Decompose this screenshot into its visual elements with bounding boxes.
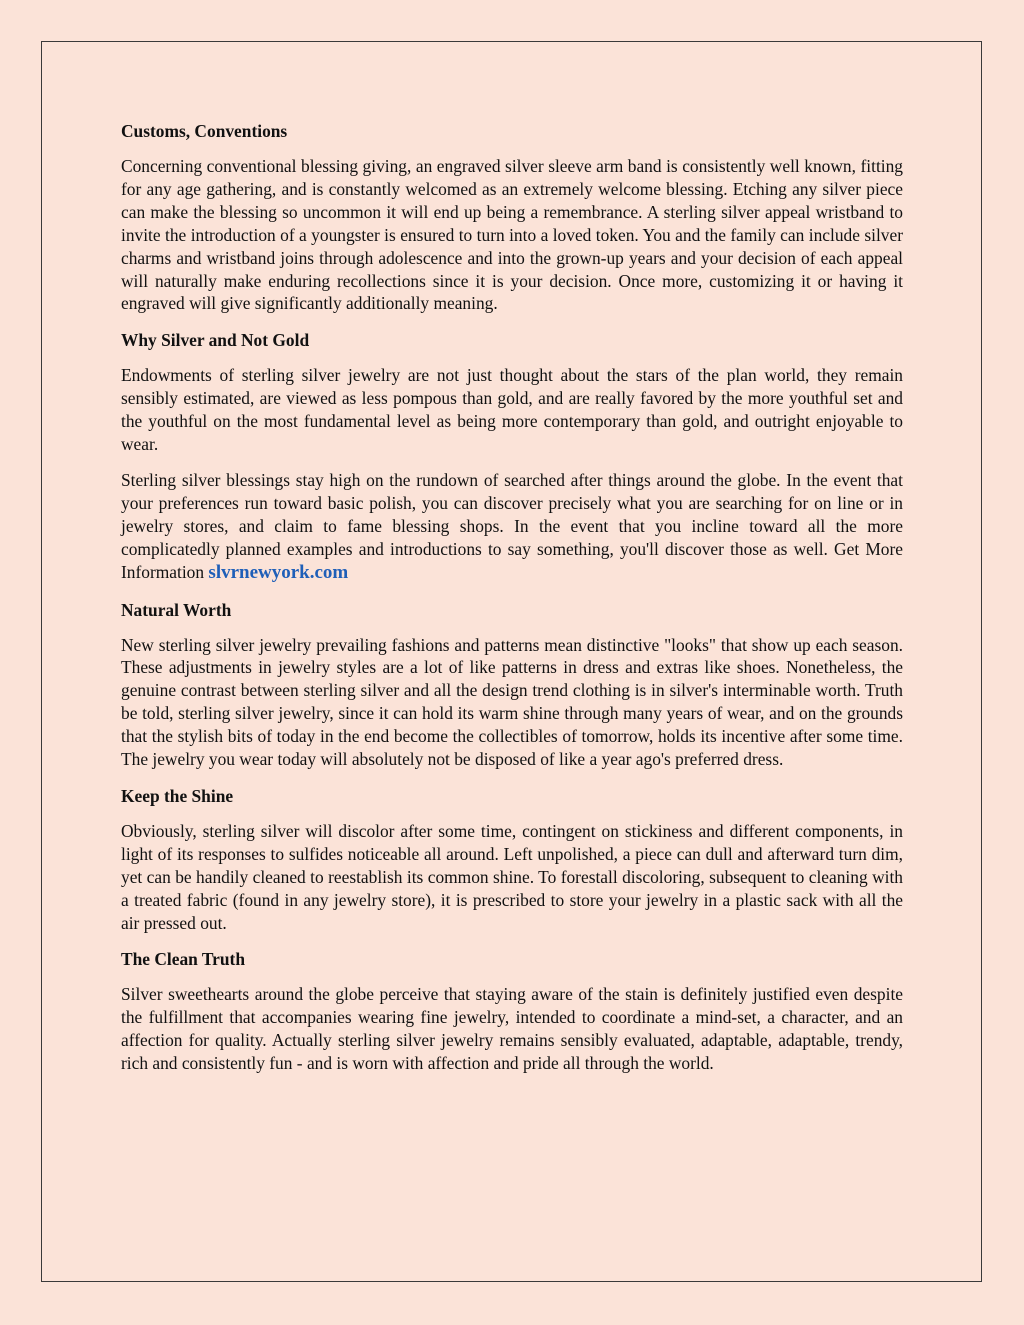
paragraph-customs: Concerning conventional blessing giving, an engraved silver sleeve arm band is consistently well known, fitting for any age gathering, and is constantly welcomed as an extremely welcome blessing. Etching any silver piece can make the blessing so uncommon it will end up being a remembrance. A sterling silver appeal wristband to invite the introduction of a youngster is ensured to turn into a loved token. You and the family can include silver charms and wristband joins through adolescence and into the grown-up years and your decision of each appeal will naturally make enduring recollections since it is your decision. Once more, customizing it or having it engraved will give significantly additionally meaning. xyxy=(121,156,903,314)
section-heading-natural-worth: Natural Worth xyxy=(121,599,232,620)
paragraph-clean-truth: Silver sweethearts around the globe perceive that staying aware of the stain is definitely justified even despite the fulfillment that accompanies wearing fine jewelry, intended to coordinate a mind-set, a character, and an affection for quality. Actually sterling silver jewelry remains sensibly evaluated, adaptable, adaptable, trendy, rich and consistently fun - and is worn with affection and pride all through the world. xyxy=(121,984,903,1074)
document-body xyxy=(121,119,903,1088)
section-heading-keep-shine: Keep the Shine xyxy=(121,785,234,806)
paragraph-why-silver-1: Endowments of sterling silver jewelry are not just thought about the stars of the plan world, they remain sensibly estimated, are viewed as less pompous than gold, and are really favored by the more youthful set and the youthful on the most fundamental level as being more contemporary than gold, and outright enjoyable to wear. xyxy=(121,365,903,455)
section-heading-why-silver: Why Silver and Not Gold xyxy=(121,330,310,351)
paragraph-why-silver-2 xyxy=(121,469,903,585)
paragraph-natural-worth: New sterling silver jewelry prevailing fashions and patterns mean distinctive "looks" that show up each season. These adjustments in jewelry styles are a lot of like patterns in dress and extras like shoes. Nonetheless, the genuine contrast between sterling silver and all the design trend clothing is in silver's interminable worth. Truth be told, sterling silver jewelry, since it can hold its warm shine through many years of wear, and on the grounds that the stylish bits of today in the end become the collectibles of tomorrow, holds its incentive after some time. The jewelry you wear today will absolutely not be disposed of like a year ago's preferred dress. xyxy=(121,634,903,770)
more-info-link[interactable]: slvrnewyork.com xyxy=(208,561,349,583)
paragraph-keep-shine: Obviously, sterling silver will discolor after some time, contingent on stickiness and different components, in light of its responses to sulfides noticeable all around. Left unpolished, a piece can dull and afterward turn dim, yet can be handily cleaned to reestablish its common shine. To forestall discoloring, subsequent to cleaning with a treated fabric (found in any jewelry store), it is prescribed to store your jewelry in a plastic sack with all the air pressed out. xyxy=(121,820,903,933)
paragraph-why-silver-2-text: Sterling silver blessings stay high on the rundown of searched after things around the globe. In the event that your preferences run toward basic polish, you can discover precisely what you are searching for on line or in jewelry stores, and claim to fame blessing shops. In the event that you incline toward all the more complicatedly planned examples and introductions to say something, you'll discover those as well. Get More Information xyxy=(121,469,903,582)
section-heading-customs: Customs, Conventions xyxy=(121,121,288,141)
section-heading-clean-truth: The Clean Truth xyxy=(121,949,246,970)
